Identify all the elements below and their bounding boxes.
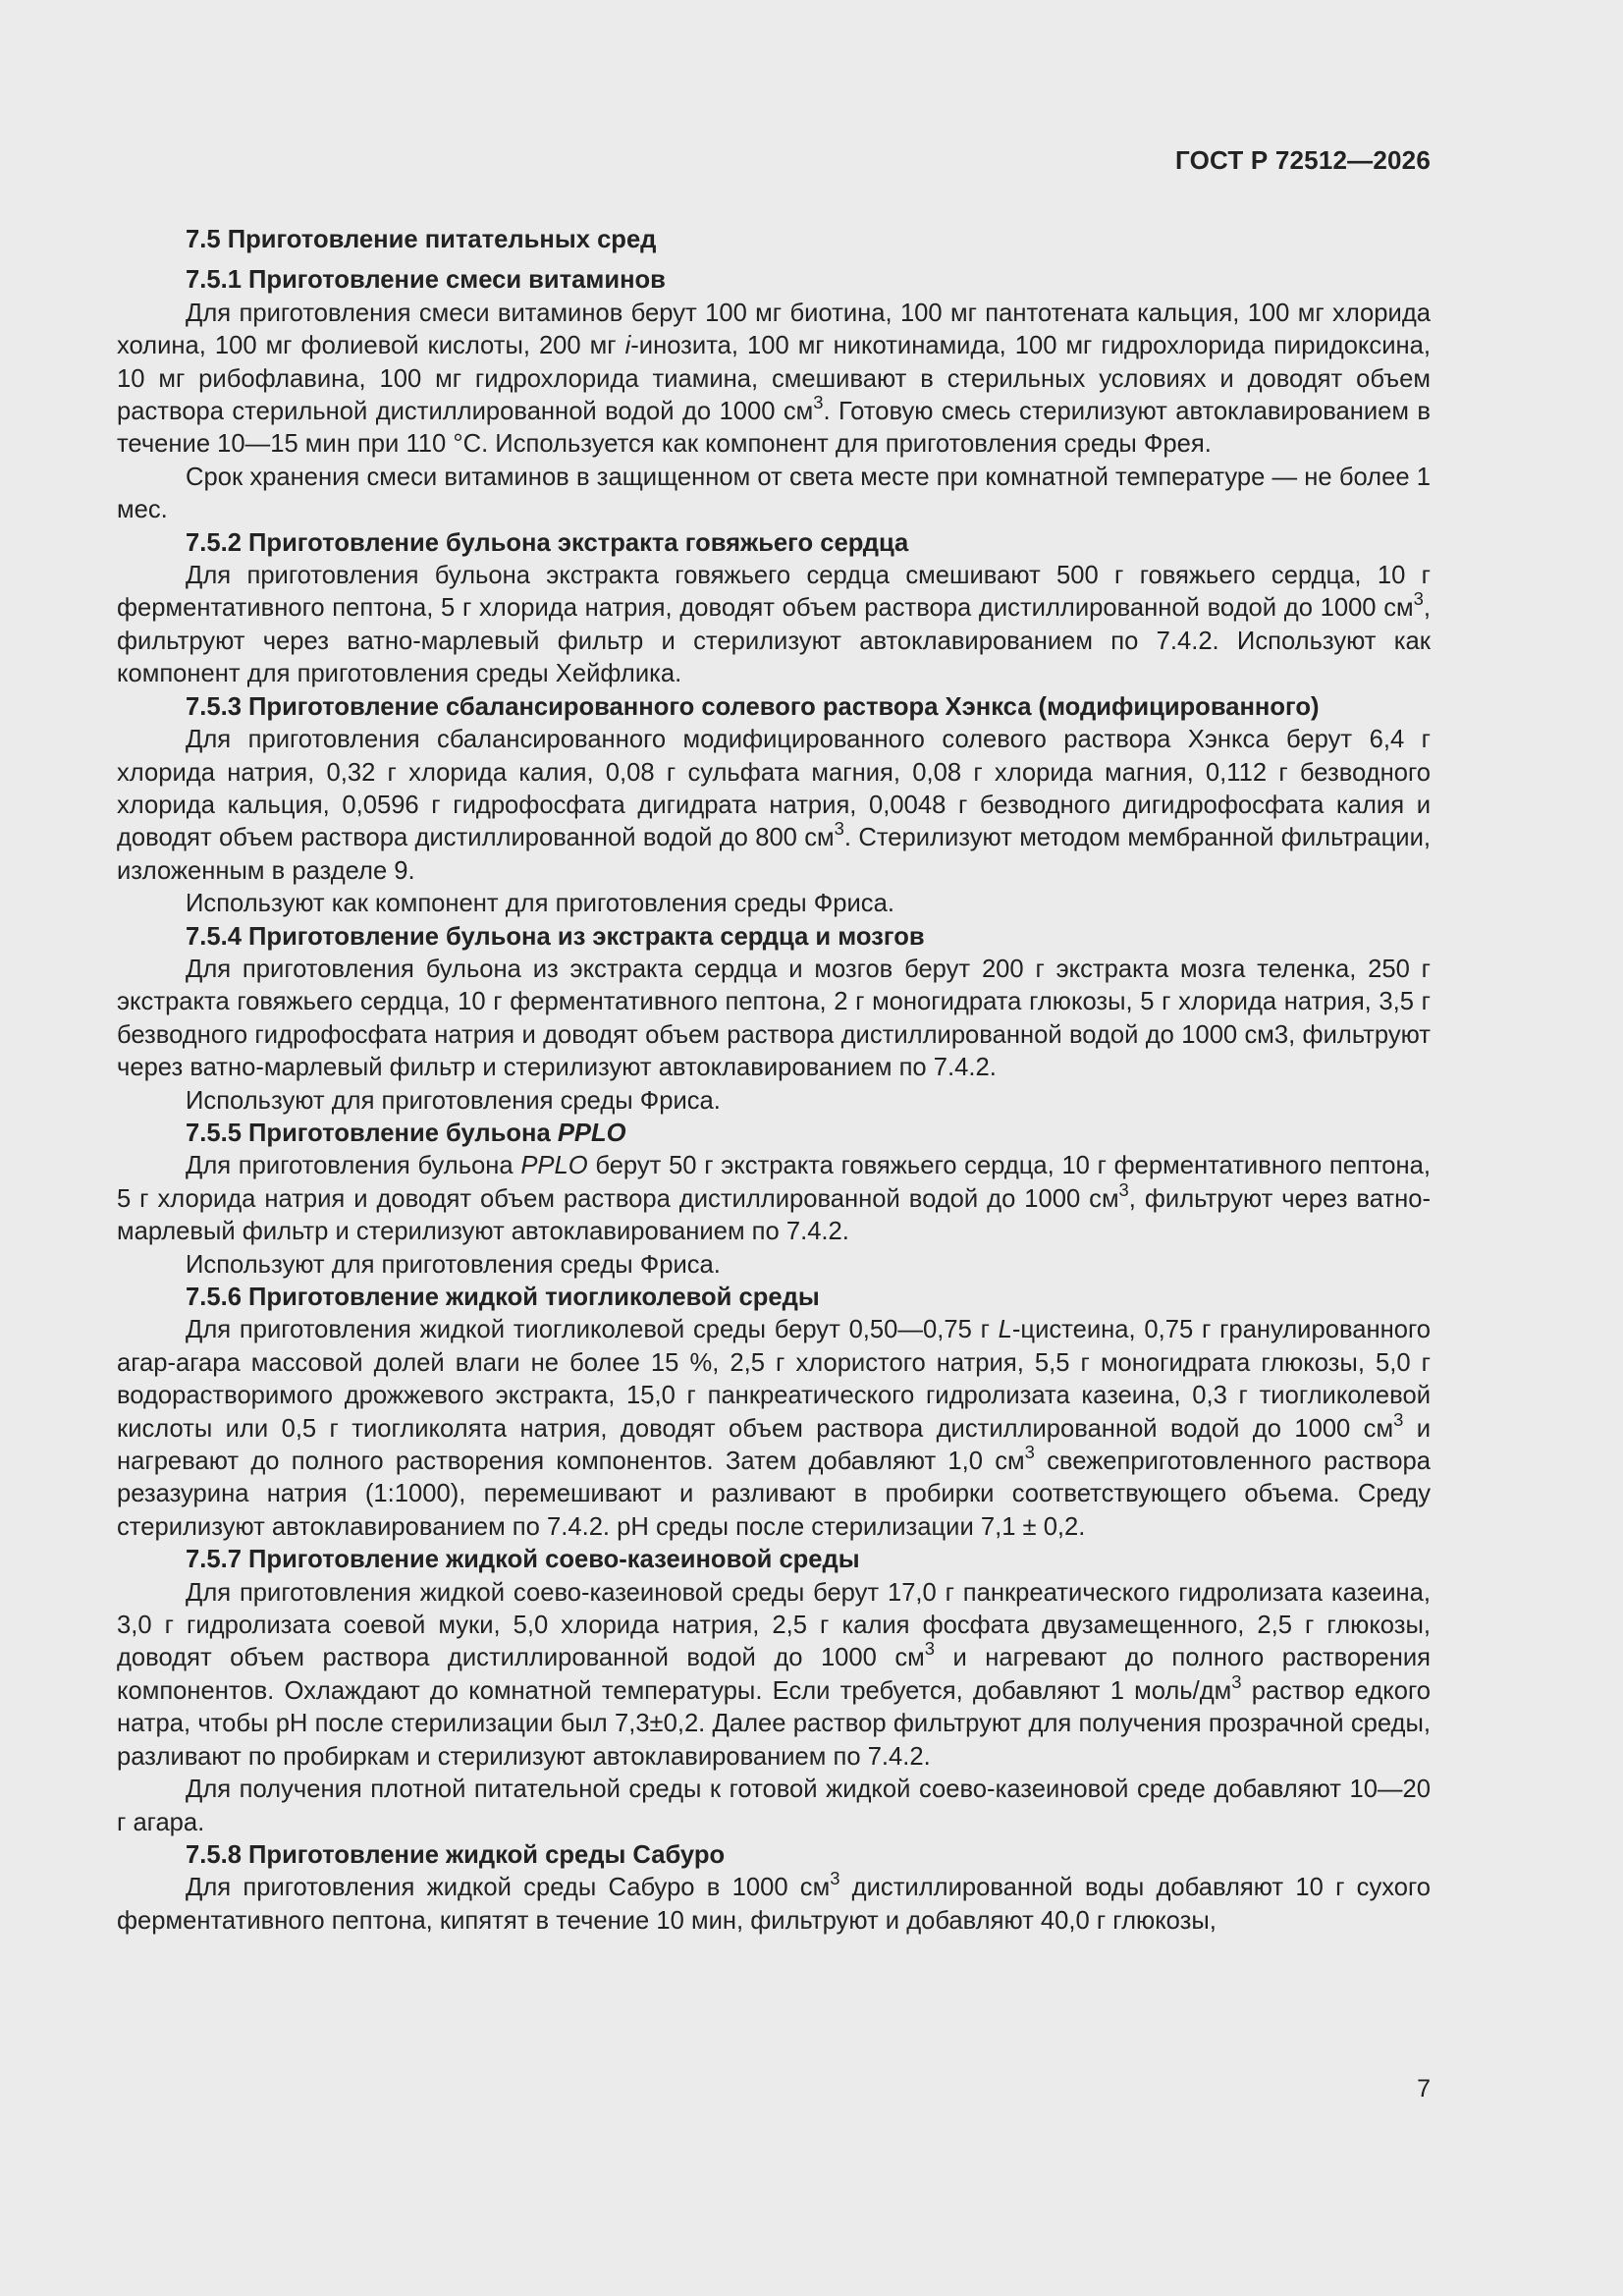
document-body	[117, 224, 1431, 1938]
paragraph: Используют для приготовления среды Фриса.	[186, 1086, 721, 1115]
paragraph: Для получения плотной питательной среды к готовой жидкой соево-казеиновой среде добавляют 10—20 г агара.	[117, 1776, 1431, 1836]
subsection-heading-757: 7.5.7 Приготовление жидкой соево-казеиновой среды	[186, 1546, 860, 1574]
paragraph: Для приготовления жидкой соево-казеиновой среды берут 17,0 г панкреатического гидролизата казеина, 3,0 г гидролизата соевой муки, 5,0 хлорида натрия, 2,5 г калия фосфата двузамещенного, 2,5 г глюкозы, доводят объем раствора дистиллированной водой до 1000 $см^3$ и нагревают до полного растворения компонентов. Охлаждают до комнатной температуры. Если требуется, добавляют 1 моль/$дм^3$ раствор едкого натра, чтобы рН после стерилизации был 7,3±0,2. Далее раствор фильтруют для получения прозрачной среды, разливают по пробиркам и стерилизуют автоклавированием по 7.4.2.	[117, 1578, 1431, 1771]
paragraph: Для приготовления жидкой тиогликолевой среды берут 0,50—0,75 г L-цистеина, 0,75 г гранулированного агар-агара массовой долей влаги не более 15 %, 2,5 г хлористого натрия, 5,5 г моногидрата глюкозы, 5,0 г водорастворимого дрожжевого экстракта, 15,0 г панкреатического гидролизата казеина, 0,3 г тиогликолевой кислоты или 0,5 г тиогликолята натрия, доводят объем раствора дистиллированной водой до 1000 $см^3$ и нагревают до полного растворения компонентов. Затем добавляют 1,0 $см^3$ свежеприготовленного раствора резазурина натрия (1:1000), перемешивают и разливают в пробирки соответствующего объема. Среду стерилизуют автоклавированием по 7.4.2. рН среды после стерилизации 7,1 ± 0,2.	[117, 1316, 1431, 1541]
subsection-heading-756: 7.5.6 Приготовление жидкой тиогликолевой среды	[186, 1284, 820, 1311]
paragraph: Срок хранения смеси витаминов в защищенном от света месте при комнатной температуре — не более 1 мес.	[117, 463, 1431, 524]
paragraph: Для приготовления жидкой среды Сабуро в 1000 $см^3$ дистиллированной воды добавляют 10 г сухого ферментативного пептона, кипятят в течение 10 мин, фильтруют и добавляют 40,0 г глюкозы,	[117, 1868, 1431, 1935]
subsection-heading-758: 7.5.8 Приготовление жидкой среды Сабуро	[186, 1840, 726, 1869]
paragraph: Используют для приготовления среды Фриса.	[186, 1250, 721, 1279]
subsection-heading-753: 7.5.3 Приготовление сбалансированного солевого раствора Хэнкса (модифицированного)	[186, 692, 1320, 721]
subsection-heading-751: 7.5.1 Приготовление смеси витаминов	[186, 266, 666, 295]
paragraph: Для приготовления смеси витаминов берут 100 мг биотина, 100 мг пантотената кальция, 100 мг хлорида холина, 100 мг фолиевой кислоты, 200 мг i-инозита, 100 мг никотинамида, 100 мг гидрохлорида пиридоксина, 10 мг рибофлавина, 100 мг гидрохлорида тиамина, смешивают в стерильных условиях и доводят объем раствора стерильной дистиллированной водой до 1000 $см^3$. Готовую смесь стерилизуют автоклавированием в течение 10—15 мин при 110 °C. Используется как компонент для приготовления среды Фрея.	[117, 299, 1431, 459]
page-number: 7	[1417, 2075, 1431, 2103]
subsection-heading-755: 7.5.5 Приготовление бульона PPLO	[186, 1119, 626, 1147]
subsection-heading-752: 7.5.2 Приготовление бульона экстракта говяжьего сердца	[186, 528, 909, 557]
paragraph: Для приготовления бульона PPLO берут 50 г экстракта говяжьего сердца, 10 г ферментативного пептона, 5 г хлорида натрия и доводят объем раствора дистиллированной водой до 1000 $см^3$, фильтруют через ватно-марлевый фильтр и стерилизуют автоклавированием по 7.4.2.	[117, 1152, 1431, 1246]
paragraph: Для приготовления сбалансированного модифицированного солевого раствора Хэнкса берут 6,4 г хлорида натрия, 0,32 г хлорида калия, 0,08 г сульфата магния, 0,08 г хлорида магния, 0,112 г безводного хлорида кальция, 0,0596 г гидрофосфата дигидрата натрия, 0,0048 г безводного дигидрофосфата калия и доводят объем раствора дистиллированной водой до 800 $см^3$. Стерилизуют методом мембранной фильтрации, изложенным в разделе 9.	[117, 726, 1431, 885]
section-heading: 7.5 Приготовление питательных сред	[186, 226, 657, 253]
subsection-heading-754: 7.5.4 Приготовление бульона из экстракта сердца и мозгов	[186, 922, 925, 951]
paragraph: Используют как компонент для приготовления среды Фриса.	[186, 890, 894, 918]
paragraph: Для приготовления бульона экстракта говяжьего сердца смешивают 500 г говяжьего сердца, 10 г ферментативного пептона, 5 г хлорида натрия, доводят объем раствора дистиллированной водой до 1000 $см^3$, фильтруют через ватно-марлевый фильтр и стерилизуют автоклавированием по 7.4.2. Используют как компонент для приготовления среды Хейфлика.	[117, 562, 1431, 688]
document-code: ГОСТ Р 72512—2026	[1175, 145, 1431, 175]
paragraph: Для приготовления бульона из экстракта сердца и мозгов берут 200 г экстракта мозга теленка, 250 г экстракта говяжьего сердца, 10 г ферментативного пептона, 2 г моногидрата глюкозы, 5 г хлорида натрия, 3,5 г безводного гидрофосфата натрия и доводят объем раствора дистиллированной водой до 1000 см3, фильтруют через ватно-марлевый фильтр и стерилизуют автоклавированием по 7.4.2.	[117, 955, 1431, 1082]
